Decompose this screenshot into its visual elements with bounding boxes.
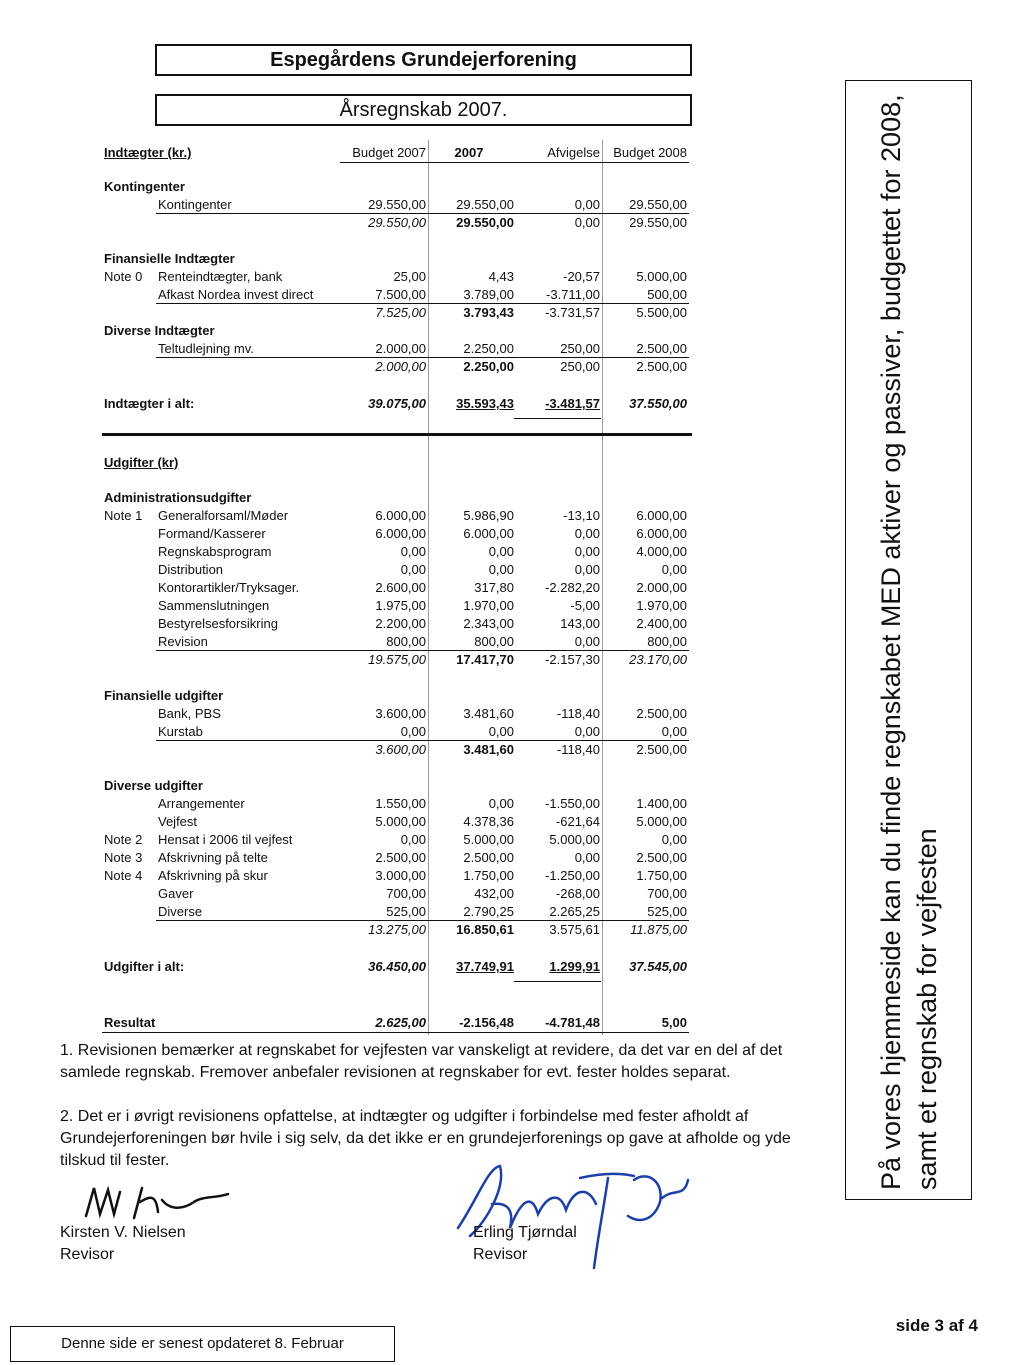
- table-row-value: -621,64: [555, 814, 600, 829]
- table-row-value: 500,00: [647, 287, 687, 302]
- income-total-value: 35.593,43: [456, 396, 514, 411]
- subtotal-row-value: 2.500,00: [636, 359, 687, 374]
- subtotal-row-value: 29.550,00: [629, 215, 687, 230]
- table-row-value: 0,00: [661, 724, 687, 739]
- table-row-value: 2.000,00: [375, 341, 426, 356]
- income-total-label: Indtægter i alt:: [104, 396, 195, 411]
- table-row-value: 2.500,00: [636, 341, 687, 356]
- subtotal-row-value: 3.600,00: [375, 742, 426, 757]
- subtotal-row-value: 250,00: [560, 359, 600, 374]
- subtotal-row-value: 5.500,00: [636, 305, 687, 320]
- row-label: Sammenslutningen: [158, 598, 270, 613]
- table-row-value: 0,00: [488, 562, 514, 577]
- result-value: -4.781,48: [545, 1015, 600, 1030]
- table-row-value: 6.000,00: [463, 526, 514, 541]
- table-row-value: 29.550,00: [456, 197, 514, 212]
- table-row-value: 5.986,90: [463, 508, 514, 523]
- table-row-value: 0,00: [661, 562, 687, 577]
- table-row-value: -5,00: [570, 598, 600, 613]
- table-row-value: -3.711,00: [546, 287, 600, 302]
- table-row-value: -1.550,00: [545, 796, 600, 811]
- column-header: Budget 2008: [613, 145, 687, 160]
- page-number: side 3 af 4: [895, 1316, 978, 1335]
- row-label: Gaver: [158, 886, 194, 901]
- underline: [102, 1032, 689, 1033]
- income-total-value: 37.550,00: [629, 396, 687, 411]
- row-label: Arrangementer: [158, 796, 245, 811]
- table-row-value: 0,00: [400, 832, 426, 847]
- expense-total-value: 37.749,91: [456, 959, 514, 974]
- expense-header-label: Udgifter (kr): [104, 455, 179, 470]
- subtotal-row-value: 13.275,00: [368, 922, 426, 937]
- table-row-value: 2.790,25: [463, 904, 514, 919]
- table-row-value: 0,00: [574, 526, 600, 541]
- document-subtitle-box: [155, 94, 692, 126]
- table-row-value: 0,00: [488, 724, 514, 739]
- table-row-value: 6.000,00: [636, 526, 687, 541]
- row-label: Renteindtægter, bank: [158, 269, 283, 284]
- row-label: Afskrivning på skur: [158, 868, 268, 883]
- row-label: Generalforsaml/Møder: [158, 508, 289, 523]
- table-row-value: 800,00: [386, 634, 426, 649]
- table-row-value: 1.970,00: [636, 598, 687, 613]
- row-label: Kurstab: [158, 724, 203, 739]
- subtotal-row-value: 0,00: [574, 215, 600, 230]
- note-label: Note 3: [104, 850, 143, 865]
- table-row-value: 5.000,00: [549, 832, 600, 847]
- subtotal-row-value: 29.550,00: [456, 215, 514, 230]
- document-title-box: [155, 44, 692, 76]
- revision-note-2: 2. Det er i øvrigt revisionens opfattelse, at indtægter og udgifter i forbindelse med fester afholdt af Grundejerforeningen bør hvile i sig selv, da det ikke er en grundejerforenings op gave at afholde og yde tilskud til fester.: [60, 1108, 791, 1169]
- table-row-value: 2.500,00: [463, 850, 514, 865]
- table-row-value: 0,00: [574, 544, 600, 559]
- subtotal-row-value: 2.500,00: [636, 742, 687, 757]
- subtotal-row-value: 2.250,00: [463, 359, 514, 374]
- table-row-value: 2.500,00: [375, 850, 426, 865]
- table-row-value: 4.378,36: [463, 814, 514, 829]
- table-row-value: 2.000,00: [636, 580, 687, 595]
- table-row-value: 2.400,00: [636, 616, 687, 631]
- underline: [156, 213, 689, 214]
- revision-note-1: 1. Revisionen bemærker at regnskabet for vejfesten var vanskeligt at revidere, da det var en del af det samlede regnskab. Fremover anbefaler revisionen at regnskaber for evt. fester holdes separat.: [60, 1042, 783, 1081]
- row-label: Hensat i 2006 til vejfest: [158, 832, 293, 847]
- table-row-value: 1.970,00: [463, 598, 514, 613]
- table-row-value: 5.000,00: [463, 832, 514, 847]
- table-row-value: 5.000,00: [636, 269, 687, 284]
- table-row-value: 6.000,00: [636, 508, 687, 523]
- table-row-value: 2.343,00: [463, 616, 514, 631]
- table-row-value: 1.975,00: [375, 598, 426, 613]
- table-row-value: 2.250,00: [463, 341, 514, 356]
- row-label: Kontorartikler/Tryksager.: [158, 580, 300, 595]
- subtotal-row-value: 7.525,00: [375, 305, 426, 320]
- side-note-box: [845, 80, 972, 1200]
- subtotal-row-value: -3.731,57: [545, 305, 600, 320]
- section-title: Finansielle Indtægter: [104, 251, 235, 266]
- subtotal-row-value: 3.481,60: [463, 742, 514, 757]
- table-row-value: 7.500,00: [375, 287, 426, 302]
- table-row-value: 4.000,00: [636, 544, 687, 559]
- table-row-value: 525,00: [647, 904, 687, 919]
- section-title: Finansielle udgifter: [104, 688, 224, 703]
- row-label: Teltudlejning mv.: [158, 341, 254, 356]
- note-label: Note 4: [104, 868, 143, 883]
- table-row-value: -1.250,00: [545, 868, 600, 883]
- footer-updated-box: [10, 1326, 395, 1362]
- subtotal-row-value: 29.550,00: [368, 215, 426, 230]
- section-title: Administrationsudgifter: [104, 490, 252, 505]
- row-label: Revision: [158, 634, 208, 649]
- expense-total-value: 37.545,00: [629, 959, 687, 974]
- signature-kirsten: [78, 1180, 248, 1228]
- signature-name-1: Kirsten V. Nielsen: [60, 1224, 186, 1241]
- table-row-value: 525,00: [386, 904, 426, 919]
- underline: [156, 740, 689, 741]
- side-note-text: På vores hjemmeside kan du finde regnskabet MED aktiver og passiver, budgettet for 2008, samt et regnskab for vejfesten: [875, 94, 942, 1190]
- subtotal-row-value: -118,40: [556, 742, 600, 757]
- underline: [156, 650, 689, 651]
- table-row-value: -13,10: [563, 508, 600, 523]
- column-header: Budget 2007: [352, 145, 426, 160]
- table-row-value: 0,00: [661, 832, 687, 847]
- note-label: Note 0: [104, 269, 143, 284]
- table-row-value: -118,40: [556, 706, 600, 721]
- result-value: 2.625,00: [375, 1015, 426, 1030]
- income-total-value: 39.075,00: [368, 396, 426, 411]
- table-row-value: -20,57: [563, 269, 600, 284]
- signature-role-1: Revisor: [60, 1246, 115, 1263]
- subtotal-row-value: -2.157,30: [545, 652, 600, 667]
- section-divider: [102, 433, 692, 436]
- table-row-value: 5.000,00: [636, 814, 687, 829]
- table-row-value: -2.282,20: [545, 580, 600, 595]
- row-label: Formand/Kasserer: [158, 526, 266, 541]
- row-label: Regnskabsprogram: [158, 544, 272, 559]
- section-title: Kontingenter: [104, 179, 185, 194]
- table-row-value: 432,00: [474, 886, 514, 901]
- table-row-value: 143,00: [560, 616, 600, 631]
- table-row-value: 4,43: [488, 269, 514, 284]
- row-label: Bank, PBS: [158, 706, 221, 721]
- table-row-value: 700,00: [647, 886, 687, 901]
- row-label: Bestyrelsesforsikring: [158, 616, 278, 631]
- table-row-value: 0,00: [574, 634, 600, 649]
- expense-total-value: 1.299,91: [549, 959, 600, 974]
- table-row-value: 29.550,00: [629, 197, 687, 212]
- table-row-value: 3.000,00: [375, 868, 426, 883]
- table-row-value: 317,80: [474, 580, 514, 595]
- table-row-value: 6.000,00: [375, 508, 426, 523]
- subtotal-row-value: 11.875,00: [630, 922, 687, 937]
- table-row-value: 1.750,00: [463, 868, 514, 883]
- underline: [514, 981, 601, 982]
- result-value: -2.156,48: [459, 1015, 514, 1030]
- table-row-value: 0,00: [488, 544, 514, 559]
- table-row-value: 3.789,00: [463, 287, 514, 302]
- table-row-value: 2.265,25: [549, 904, 600, 919]
- table-row-value: 2.500,00: [636, 850, 687, 865]
- underline: [340, 162, 689, 163]
- underline: [156, 303, 689, 304]
- table-row-value: 25,00: [393, 269, 426, 284]
- subtotal-row-value: 23.170,00: [629, 652, 687, 667]
- result-value: 5,00: [661, 1015, 687, 1030]
- income-header-label: Indtægter (kr.): [104, 145, 192, 160]
- row-label: Diverse: [158, 904, 203, 919]
- row-label: Afskrivning på telte: [158, 850, 268, 865]
- table-row-value: 6.000,00: [375, 526, 426, 541]
- table-row-value: 0,00: [400, 562, 426, 577]
- table-row-value: 0,00: [574, 562, 600, 577]
- result-label: Resultat: [104, 1015, 156, 1030]
- subtotal-row-value: 2.000,00: [375, 359, 426, 374]
- section-title: Diverse Indtægter: [104, 323, 215, 338]
- table-row-value: 3.481,60: [463, 706, 514, 721]
- table-row-value: 2.500,00: [636, 706, 687, 721]
- income-total-value: -3.481,57: [545, 396, 600, 411]
- table-row-value: 5.000,00: [375, 814, 426, 829]
- note-label: Note 2: [104, 832, 143, 847]
- table-row-value: 700,00: [386, 886, 426, 901]
- subtotal-row-value: 19.575,00: [368, 652, 426, 667]
- subtotal-row-value: 3.793,43: [463, 305, 514, 320]
- table-row-value: 2.600,00: [375, 580, 426, 595]
- document-title: Espegårdens Grundejerforening: [270, 49, 577, 71]
- row-label: Distribution: [158, 562, 224, 577]
- signature-role-2: Revisor: [473, 1246, 528, 1263]
- note-label: Note 1: [104, 508, 143, 523]
- table-row-value: 250,00: [560, 341, 600, 356]
- row-label: Vejfest: [158, 814, 198, 829]
- row-label: Kontingenter: [158, 197, 232, 212]
- row-label: Afkast Nordea invest direct: [158, 287, 314, 302]
- expense-total-label: Udgifter i alt:: [104, 959, 185, 974]
- table-row-value: 800,00: [474, 634, 514, 649]
- underline: [514, 418, 601, 419]
- section-title: Diverse udgifter: [104, 778, 203, 793]
- table-row-value: 1.400,00: [636, 796, 687, 811]
- underline: [156, 357, 689, 358]
- table-row-value: 0,00: [574, 850, 600, 865]
- subtotal-row-value: 3.575,61: [549, 922, 600, 937]
- table-row-value: 800,00: [647, 634, 687, 649]
- column-header: Afvigelse: [547, 145, 600, 160]
- table-row-value: 29.550,00: [368, 197, 426, 212]
- table-row-value: 0,00: [574, 724, 600, 739]
- subtotal-row-value: 16.850,61: [456, 922, 514, 937]
- footer-updated-text: Denne side er senest opdateret 8. Februar: [61, 1335, 344, 1352]
- column-header: 2007: [454, 145, 484, 160]
- signature-name-2: Erling Tjørndal: [473, 1224, 577, 1241]
- underline: [156, 920, 689, 921]
- table-row-value: 0,00: [574, 197, 600, 212]
- table-row-value: 2.200,00: [375, 616, 426, 631]
- table-row-value: 0,00: [488, 796, 514, 811]
- table-row-value: 3.600,00: [375, 706, 426, 721]
- document-subtitle: Årsregnskab 2007.: [339, 99, 508, 121]
- subtotal-row-value: 17.417,70: [456, 652, 514, 667]
- table-row-value: 1.550,00: [375, 796, 426, 811]
- table-row-value: 1.750,00: [636, 868, 687, 883]
- table-row-value: 0,00: [400, 724, 426, 739]
- expense-total-value: 36.450,00: [368, 959, 426, 974]
- table-row-value: 0,00: [400, 544, 426, 559]
- table-row-value: -268,00: [555, 886, 600, 901]
